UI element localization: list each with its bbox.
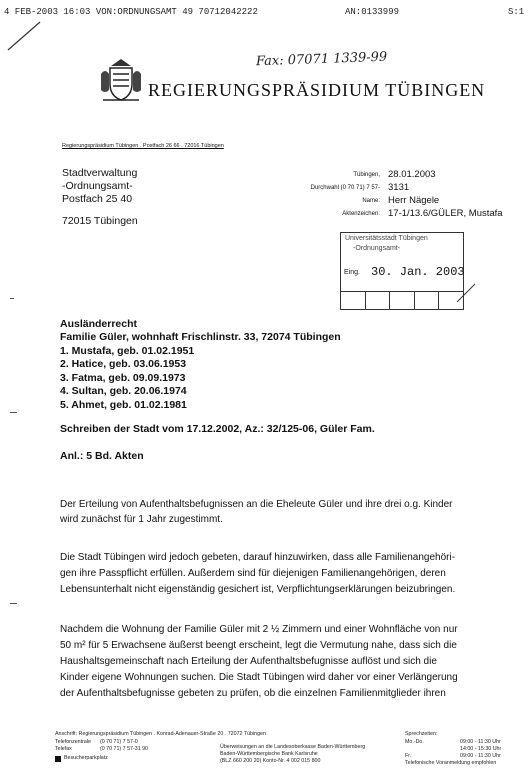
stamp-dept: -Ordnungsamt- <box>353 245 401 252</box>
recipient-line-2: -Ordnungsamt- <box>62 180 133 192</box>
footer-hours-day-1: Mo.-Do. <box>405 739 424 745</box>
file-ref-value: 17-1/13.6/GÜLER, Mustafa <box>388 208 503 219</box>
footer-hours-note: Telefonische Voranmeldung empfohlen <box>405 760 497 766</box>
paragraph-1-line-2: wird zunächst für 1 Jahr zugestimmt. <box>60 514 223 525</box>
date-value: 28.01.2003 <box>388 169 436 180</box>
paragraph-3-line-3: Haushaltsgemeinschaft nach Erteilung der Aufenthaltsbefugnisse auflöst und sich die <box>60 656 437 667</box>
recipient-line-3: Postfach 25 40 <box>62 193 133 205</box>
footer-phone: (0 70 71) 7 57-0 <box>100 739 138 745</box>
margin-mark <box>10 603 17 604</box>
fax-header-page: S:1 <box>508 7 525 17</box>
reference-line: Schreiben der Stadt vom 17.12.2002, Az.: 32/125-06, Güler Fam. <box>60 423 375 435</box>
stamp-label: Eing. <box>344 269 360 276</box>
paragraph-3-line-2: 50 m² für 5 Erwachsene äußerst beengt erscheint, legt die Vermutung nahe, dass sich die <box>60 640 457 651</box>
footer-fax-label: Telefax <box>55 746 72 752</box>
footer-hours-title: Sprechzeiten: <box>405 731 438 737</box>
footer-hours-time-2: 14:00 - 15:30 Uhr <box>460 746 502 752</box>
footer-transfer-1: Überweisungen an die Landesoberkasse Baden-Württemberg <box>220 744 366 750</box>
paragraph-1-line-1: Der Erteilung von Aufenthaltsbefugnissen an die Eheleute Güler und ihre drei o.g. Kinder <box>60 499 453 510</box>
recipient-line-4: 72015 Tübingen <box>62 215 138 227</box>
organization-name: REGIERUNGSPRÄSIDIUM TÜBINGEN <box>148 80 486 100</box>
footer-transfer-3: (BLZ 660 200 20) Konto-Nr. 4 002 015 800 <box>220 758 321 764</box>
paragraph-2-line-2: gen ihre Passpflicht erfüllen. Außerdem sind für diejenigen Familienangehörigen, deren <box>60 568 446 579</box>
sender-line: Regierungspräsidium Tübingen . Postfach 26 66 . 72016 Tübingen <box>62 143 224 149</box>
file-ref-label: Aktenzeichen: <box>342 211 380 217</box>
footer-hours-day-2: Fr. <box>405 753 412 759</box>
stamp-cells <box>341 291 463 310</box>
footer-parking: Besucherparkplatz <box>64 755 108 761</box>
footer-hours-time-1: 09:00 - 11:30 Uhr <box>460 739 501 745</box>
fax-header-sender: 4 FEB-2003 16:03 VON:ORDNUNGSAMT 49 70712042222 <box>4 7 258 17</box>
extension-label: Durchwahl (0 70 71) 7 57- <box>310 185 380 191</box>
subject-title: Ausländerrecht <box>60 318 138 330</box>
pen-stroke-mark <box>455 282 477 304</box>
paragraph-3-line-1: Nachdem die Wohnung der Familie Güler mit 2 ½ Zimmern und einer Wohnfläche von nur <box>60 624 458 635</box>
footer-fax: (0 70 71) 7 57-31 90 <box>100 746 149 752</box>
name-value: Herr Nägele <box>388 195 440 206</box>
handwritten-fax-number: Fax: 07071 1339-99 <box>255 49 388 70</box>
subject-person-3: 3. Fatma, geb. 09.09.1973 <box>60 372 186 384</box>
receipt-stamp <box>340 232 464 310</box>
footer-phone-label: Telefonzentrale <box>55 739 91 745</box>
subject-family: Familie Güler, wohnhaft Frischlinstr. 33, 72074 Tübingen <box>60 331 341 343</box>
margin-mark <box>10 412 17 413</box>
subject-person-2: 2. Hatice, geb. 03.06.1953 <box>60 358 187 370</box>
paragraph-3-line-5: der Aufenthaltsbefugnisse gebeten zu prüfen, ob die einzelnen Familienmitglieder ihren <box>60 688 446 699</box>
stamp-org: Universitätsstadt Tübingen <box>345 235 428 242</box>
margin-mark <box>10 298 14 299</box>
fax-header-recipient: AN:0133999 <box>345 7 400 17</box>
attachment-line: Anl.: 5 Bd. Akten <box>60 450 144 462</box>
footer-address: Anschrift: Regierungspräsidium Tübingen . Konrad-Adenauer-Straße 20 . 72072 Tübingen <box>55 731 266 737</box>
extension-value: 3131 <box>388 182 410 193</box>
footer-hours-time-3: 09:00 - 11:30 Uhr <box>460 753 501 759</box>
date-label: Tübingen, <box>353 172 380 178</box>
stamp-date: 30. Jan. 2003 <box>371 265 465 279</box>
subject-person-5: 5. Ahmet, geb. 01.02.1981 <box>60 399 187 411</box>
coat-of-arms-icon <box>98 56 144 104</box>
footer-transfer-2: Baden-Württembergische Bank Karlsruhe <box>220 751 318 757</box>
parking-icon <box>55 756 61 762</box>
paragraph-2-line-1: Die Stadt Tübingen wird jedoch gebeten, darauf hinzuwirken, dass alle Familienangehöri- <box>60 552 456 563</box>
subject-person-4: 4. Sultan, geb. 20.06.1974 <box>60 385 187 397</box>
recipient-line-1: Stadtverwaltung <box>62 167 138 179</box>
subject-person-1: 1. Mustafa, geb. 01.02.1951 <box>60 345 195 357</box>
paragraph-3-line-4: Kinder eigene Wohnungen suchen. Die Stadt Tübingen wird daher vor einer Verlängerung <box>60 672 458 683</box>
pen-stroke-mark <box>4 18 44 54</box>
name-label: Name: <box>362 198 380 204</box>
paragraph-2-line-3: Lebensunterhalt nicht eigenständig gesichert ist, Verpflichtungserklärungen beizubringen. <box>60 584 456 595</box>
